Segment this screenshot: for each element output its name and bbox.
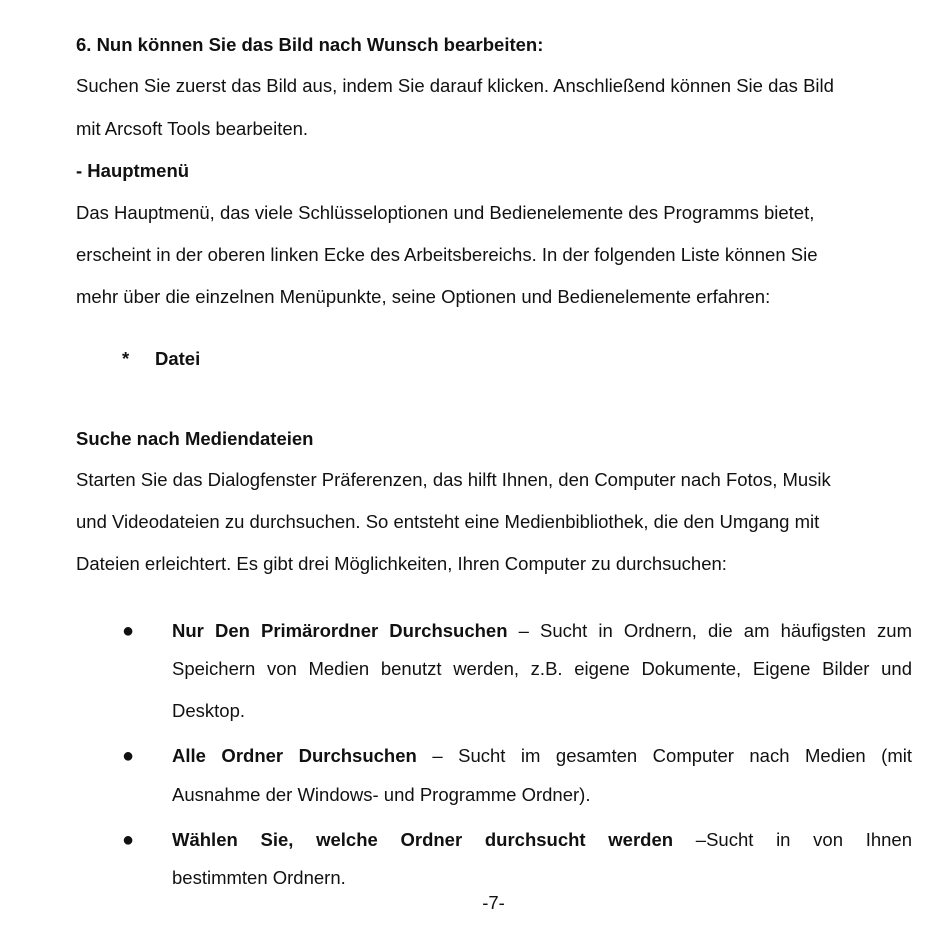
- bullet-item-line: [172, 829, 912, 851]
- paragraph-line: Starten Sie das Dialogfenster Präferenzen, das hilft Ihnen, den Computer nach Fotos, Musik: [76, 469, 831, 490]
- bullet-item-line: [172, 745, 912, 767]
- bullet-text-line: Ausnahme der Windows- und Programme Ordner).: [172, 784, 591, 805]
- bullet-text: –Sucht in von Ihnen: [673, 829, 912, 850]
- paragraph-line: erscheint in der oberen linken Ecke des Arbeitsbereichs. In der folgenden Liste können Sie: [76, 244, 818, 265]
- bullet-text-line: Desktop.: [172, 700, 246, 721]
- bullet-item-line: [172, 620, 912, 642]
- bullet-title: Wählen Sie, welche Ordner durchsucht werden: [172, 829, 674, 850]
- bullet-marker: ●: [122, 620, 135, 642]
- bullet-marker: ●: [122, 745, 135, 767]
- bullet-text-line: bestimmten Ordnern.: [172, 867, 346, 888]
- paragraph-line: Suchen Sie zuerst das Bild aus, indem Sie darauf klicken. Anschließend können Sie das Bild: [76, 75, 834, 96]
- paragraph-line: mit Arcsoft Tools bearbeiten.: [76, 118, 309, 139]
- bullet-marker: ●: [122, 829, 135, 851]
- paragraph-line: Dateien erleichtert. Es gibt drei Möglichkeiten, Ihren Computer zu durchsuchen:: [76, 553, 727, 574]
- section-6-heading: 6. Nun können Sie das Bild nach Wunsch bearbeiten:: [76, 34, 544, 55]
- datei-label: Datei: [155, 348, 201, 369]
- hauptmenu-heading: - Hauptmenü: [76, 160, 190, 181]
- paragraph-line: Das Hauptmenü, das viele Schlüsseloptionen und Bedienelemente des Programms bietet,: [76, 202, 815, 223]
- bullet-text: – Sucht in Ordnern, die am häufigsten zum: [507, 620, 912, 641]
- bullet-text: – Sucht im gesamten Computer nach Medien (mit: [416, 745, 912, 766]
- paragraph-line: mehr über die einzelnen Menüpunkte, seine Optionen und Bedienelemente erfahren:: [76, 286, 771, 307]
- suche-heading: Suche nach Mediendateien: [76, 428, 314, 449]
- bullet-title: Nur Den Primärordner Durchsuchen: [172, 620, 508, 641]
- bullet-title: Alle Ordner Durchsuchen: [172, 745, 417, 766]
- page-number: -7-: [482, 892, 505, 913]
- bullet-text-line: Speichern von Medien benutzt werden, z.B. eigene Dokumente, Eigene Bilder und: [172, 658, 912, 679]
- paragraph-line: und Videodateien zu durchsuchen. So entsteht eine Medienbibliothek, die den Umgang mit: [76, 511, 820, 532]
- asterisk-marker: *: [122, 348, 130, 369]
